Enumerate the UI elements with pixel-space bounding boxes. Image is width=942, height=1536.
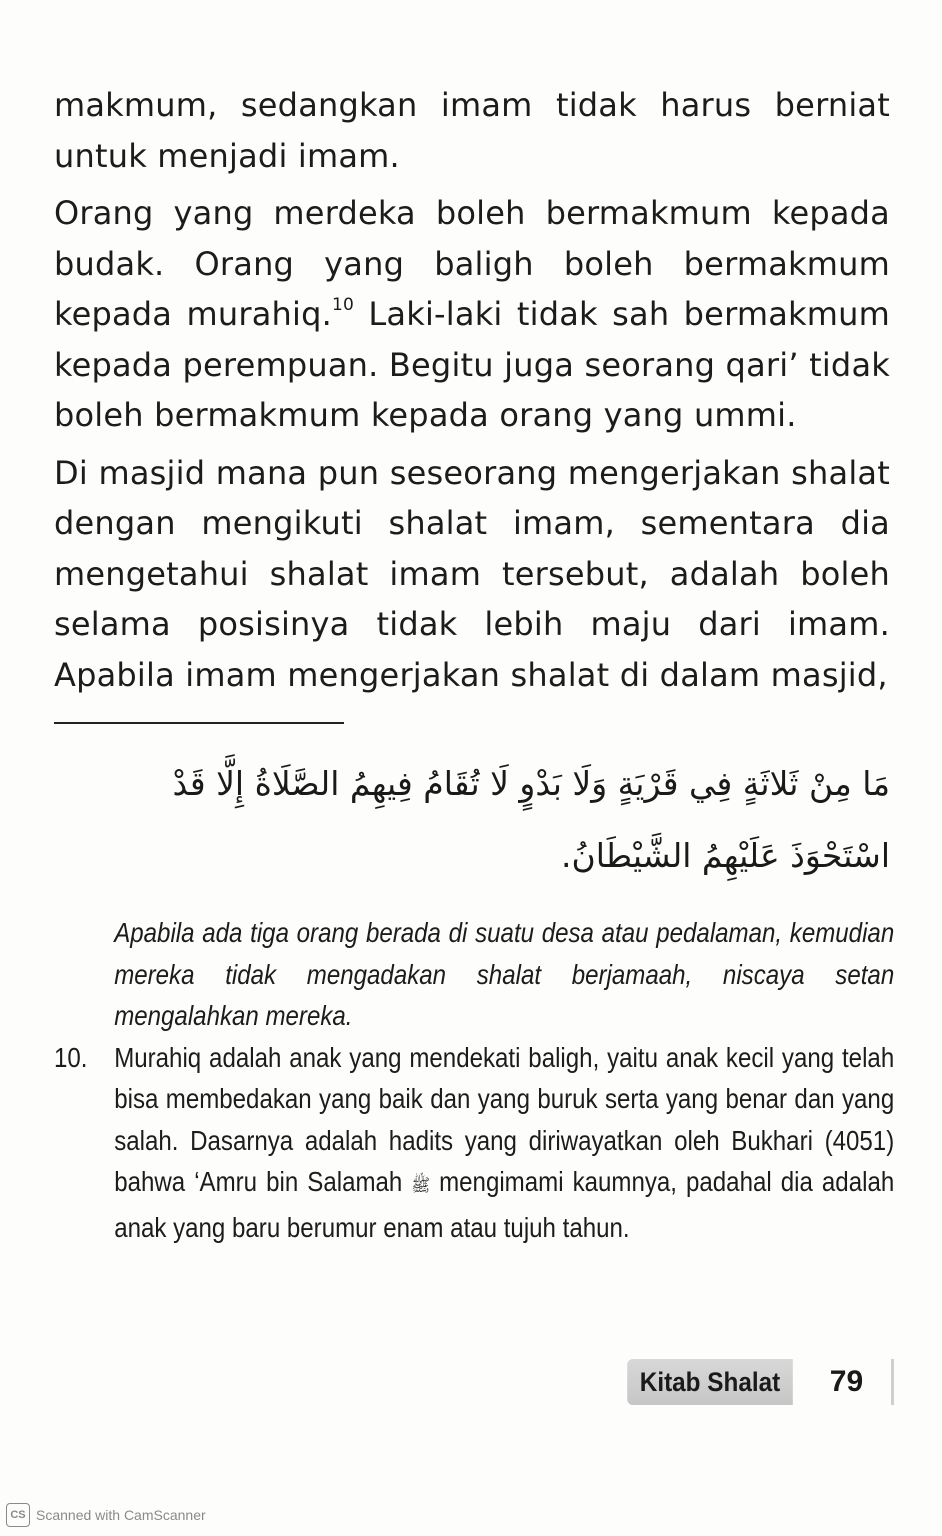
footnote-divider [54,722,344,724]
footnote-10 [54,1037,894,1249]
page-number: 79 [802,1359,894,1405]
hadith-translation: Apabila ada tiga orang berada di suatu desa atau pedalaman, kemudian mereka tidak mengadakan shalat berjamaah, niscaya setan mengalahkan mereka. [114,917,895,1031]
paragraph-1: makmum, sedangkan imam tidak harus berniat untuk menjadi imam. [54,86,890,175]
paragraph-2 [54,188,890,441]
footnote-number: 10. [54,1041,88,1073]
arabic-line-1: مَا مِنْ ثَلاثَةٍ فِي قَرْيَةٍ وَلَا بَدْوٍ لَا تُقَامُ فِيهِمُ الصَّلَاةُ إِلَّا قَدْ [172,764,890,803]
watermark-text: Scanned with CamScanner [36,1507,206,1523]
paragraph-2-part-a: Orang yang merdeka boleh bermakmum kepada budak. Orang yang baligh boleh bermakmum kepada murahiq. [54,194,890,333]
main-text [54,80,890,707]
footnote-text-part-a: Murahiq adalah anak yang mendekati baligh, yaitu anak kecil yang telah bisa membedakan yang baik dan yang buruk serta yang benar dan yang salah. Dasarnya adalah hadits yang diriwayatkan oleh Bukhari (4051) bahwa ‘Amru bin Salamah [114,1041,895,1197]
footnote-text-part-b: mengimami kaumnya, padahal dia adalah anak yang baru berumur enam atau tujuh tahun. [114,1166,895,1243]
footnote-text [114,1037,894,1249]
arabic-line-2: اسْتَحْوَذَ عَلَيْهِمُ الشَّيْطَانُ. [560,836,890,875]
camscanner-watermark [6,1503,206,1527]
camscanner-logo-icon: CS [6,1503,30,1527]
paragraph-2-part-b: Laki-laki tidak sah bermakmum kepada perempuan. Begitu juga seorang qari’ tidak boleh bermakmum kepada orang yang ummi. [54,295,891,434]
paragraph-3: Di masjid mana pun seseorang mengerjakan shalat dengan mengikuti shalat imam, sementara dia mengetahui shalat imam tersebut, adalah boleh selama posisinya tidak lebih maju dari imam. Apabila imam mengerjakan shalat di dalam masjid, [54,453,890,694]
footnotes-section [54,912,895,1248]
honorific-glyph: ﷺ [411,1175,431,1196]
arabic-hadith [80,748,890,892]
footnote-ref-10[interactable]: 10 [331,295,355,315]
book-title: Kitab Shalat [627,1359,793,1405]
running-footer [618,1358,894,1406]
